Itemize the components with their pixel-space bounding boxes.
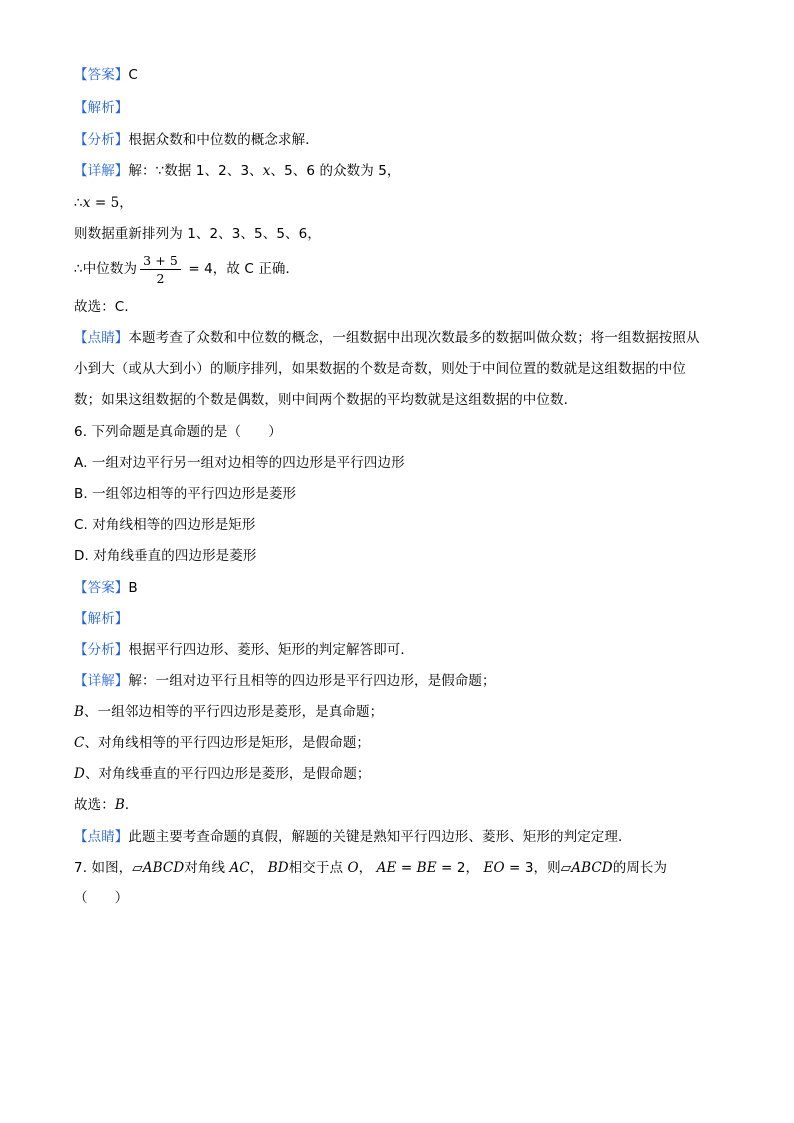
- fenxi-tag: 【分析】: [74, 132, 129, 148]
- dianjing-line-1: [74, 328, 700, 348]
- median-fraction: [140, 253, 181, 286]
- q6-choose-line: [74, 795, 138, 815]
- q7-text-5: =: [396, 860, 417, 876]
- dianjing-text-1: 本题考查了众数和中位数的概念，一组数据中出现次数最多的数据叫做众数；将一组数据按照从: [128, 330, 700, 346]
- q7-text-1: 对角线: [184, 860, 230, 876]
- fraction-denominator: 2: [156, 270, 165, 286]
- dianjing-text-2: 小到大（或从大到小）的顺序排列，如果数据的个数是奇数，则处于中间位置的数就是这组数据的中位: [74, 361, 686, 377]
- letter-d: D: [74, 766, 85, 782]
- q6-stem-text: 6. 下列命题是真命题的是（ ）: [74, 424, 282, 440]
- fenxi-text: 根据平行四边形、菱形、矩形的判定解答即可．: [128, 642, 415, 658]
- option-c-text: C. 对角线相等的四边形是矩形: [74, 517, 256, 533]
- answer-value: C: [128, 67, 138, 83]
- choose-line: [74, 297, 138, 317]
- xiangjie-line: [74, 161, 401, 181]
- q7-number: 7. 如图，: [74, 860, 133, 876]
- x-value: = 5，: [90, 195, 133, 211]
- dianjing-tag: 【点睛】: [74, 829, 129, 845]
- math-be: BE: [416, 860, 437, 876]
- math-eo: EO: [483, 860, 505, 876]
- q6-line-d: [74, 764, 371, 784]
- fenxi-text: 根据众数和中位数的概念求解．: [128, 132, 319, 148]
- dianjing-line-3: [74, 390, 577, 410]
- analysis-tag: 【解析】: [74, 100, 129, 116]
- q7-text-6: = 2，: [436, 860, 484, 876]
- option-b-text: B. 一组邻边相等的平行四边形是菱形: [74, 486, 297, 502]
- xiangjie-text-a: 解：∵数据 1、2、3、: [128, 163, 263, 179]
- q7-text-3: 相交于点: [288, 860, 348, 876]
- xiangjie-text: 解：一组对边平行且相等的四边形是平行四边形，是假命题；: [128, 673, 496, 689]
- option-d-text: D. 对角线垂直的四边形是菱形: [74, 548, 257, 564]
- math-o: O: [347, 860, 359, 876]
- choose-prefix: 故选：: [74, 797, 115, 813]
- q6-option-a: [74, 453, 405, 473]
- math-abcd: ABCD: [571, 860, 613, 876]
- analysis-heading: [74, 98, 128, 118]
- q6-option-d: [74, 546, 256, 566]
- q6-option-c: [74, 515, 256, 535]
- x-equals-line: [74, 193, 133, 213]
- dianjing-tag: 【点睛】: [74, 330, 129, 346]
- median-prefix: ∴中位数为: [74, 261, 138, 277]
- dianjing-text-3: 数；如果这组数据的个数是偶数，则中间两个数据的平均数就是这组数据的中位数．: [74, 392, 578, 408]
- q6-answer-line: [74, 578, 138, 598]
- dianjing-text: 此题主要考查命题的真假，解题的关键是熟知平行四边形、菱形、矩形的判定定理．: [128, 829, 632, 845]
- variable-x: x: [262, 163, 271, 179]
- letter-b: B: [74, 704, 85, 720]
- xiangjie-text-b: 、5、6 的众数为 5，: [270, 163, 401, 179]
- question-7-stem: [74, 858, 667, 878]
- math-abcd: ABCD: [142, 860, 185, 876]
- math-ac: AC: [229, 860, 250, 876]
- line-d-text: 、对角线垂直的平行四边形是菱形，是假命题；: [84, 766, 371, 782]
- fenxi-tag: 【分析】: [74, 642, 129, 658]
- q7-paren: （ ）: [74, 890, 129, 906]
- option-a-text: A. 一组对边平行另一组对边相等的四边形是平行四边形: [74, 455, 405, 471]
- q6-xiangjie-line: [74, 671, 496, 691]
- line-b-text: 、一组邻边相等的平行四边形是菱形，是真命题；: [84, 704, 384, 720]
- q6-fenxi-line: [74, 640, 414, 660]
- rearranged-text: 则数据重新排列为 1、2、3、5、5、6，: [74, 226, 321, 242]
- parallelogram-symbol: ▱: [132, 860, 143, 876]
- answer-line: [74, 65, 138, 85]
- letter-c: C: [74, 735, 85, 751]
- q7-text-8: 的周长为: [612, 860, 668, 876]
- math-ae: AE: [376, 860, 397, 876]
- question-6-stem: [74, 422, 282, 442]
- q7-paren-line: [74, 888, 128, 908]
- line-c-text: 、对角线相等的平行四边形是矩形，是假命题；: [84, 735, 371, 751]
- choose-text: 故选：C．: [74, 299, 138, 315]
- answer-value: B: [128, 580, 138, 596]
- parallelogram-symbol: ▱: [560, 860, 572, 876]
- answer-tag: 【答案】: [74, 67, 129, 83]
- q7-text-7: = 3，则: [504, 860, 561, 876]
- dianjing-line-2: [74, 359, 686, 379]
- q6-line-b: [74, 702, 383, 722]
- q6-line-c: [74, 733, 370, 753]
- median-suffix: = 4，故 C 正确．: [183, 261, 300, 277]
- median-line: [74, 250, 299, 288]
- variable-x: x: [82, 195, 91, 211]
- q7-text-2: ，: [249, 860, 268, 876]
- fenxi-line: [74, 130, 319, 150]
- analysis-tag: 【解析】: [74, 611, 129, 627]
- fraction-numerator: 3 + 5: [140, 253, 181, 270]
- xiangjie-tag: 【详解】: [74, 163, 129, 179]
- q7-text-4: ，: [358, 860, 377, 876]
- q6-option-b: [74, 484, 296, 504]
- q6-analysis-heading: [74, 609, 128, 629]
- q6-dianjing-line: [74, 827, 632, 847]
- choose-suffix: ．: [124, 797, 139, 813]
- rearranged-line: [74, 224, 321, 244]
- math-bd: BD: [267, 860, 289, 876]
- xiangjie-tag: 【详解】: [74, 673, 129, 689]
- therefore-symbol: ∴: [74, 195, 83, 211]
- answer-tag: 【答案】: [74, 580, 129, 596]
- choose-letter: B: [114, 797, 125, 813]
